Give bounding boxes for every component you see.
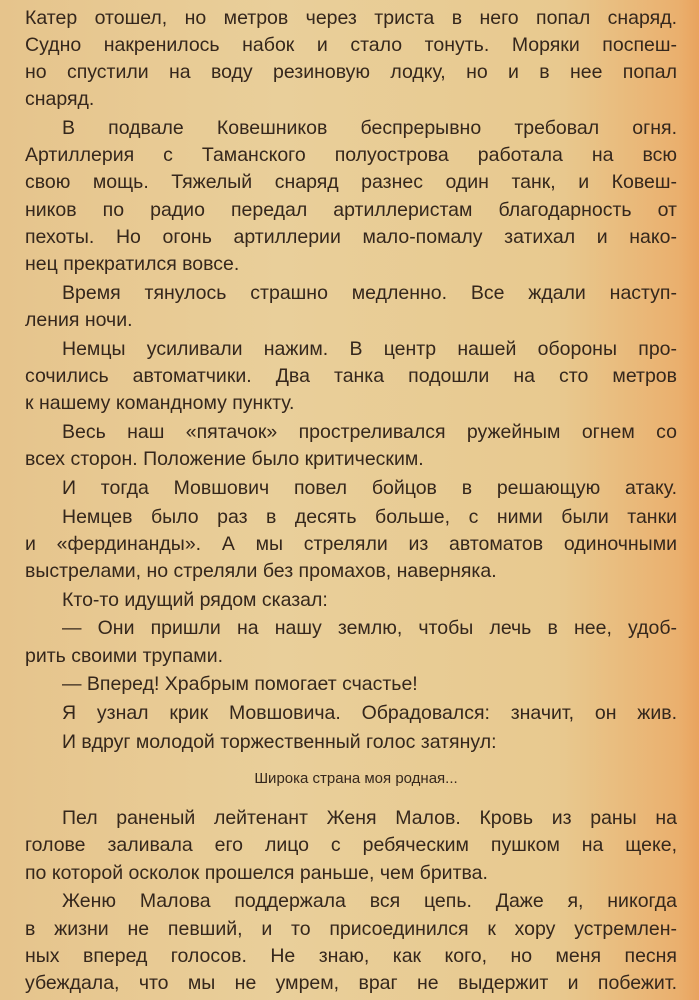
text-line: ников по радио передал артиллеристам благодарность от (25, 198, 677, 221)
text-line: ления ночи. (25, 308, 133, 331)
text-before-song (25, 5, 677, 757)
text-line: свою мощь. Тяжелый снаряд разнес один танк, и Ковеш- (25, 171, 677, 194)
text-line: Немцев было раз в десять больше, с ними были танки (62, 505, 677, 528)
text-after-song (25, 805, 677, 997)
text-line: пехоты. Но огонь артиллерии мало-помалу затихал и нако- (25, 225, 677, 248)
paragraph (25, 587, 677, 614)
text-line: И тогда Мовшович повел бойцов в решающую атаку. (62, 476, 677, 499)
paragraph (25, 475, 677, 502)
paragraph (25, 888, 677, 997)
text-line: голове заливала его лицо с ребяческим пушком на щеке, (25, 834, 677, 857)
paragraph (25, 700, 677, 727)
text-line: ных вперед голосов. Не знаю, как кого, но меня песня (25, 944, 677, 967)
text-line: — Вперед! Храбрым помогает счастье! (62, 673, 418, 696)
text-line: выстрелами, но стреляли без промахов, наверняка. (25, 559, 497, 582)
text-line: убеждала, что мы не умрем, враг не выдержит и побежит. (25, 971, 677, 994)
paragraph (25, 729, 677, 756)
text-line: всех сторон. Положение было критическим. (25, 447, 424, 470)
text-line: Артиллерия с Таманского полуострова работала на всю (25, 144, 677, 167)
paragraph (25, 504, 677, 586)
text-line: Судно накренилось набок и стало тонуть. Моряки поспеш- (25, 33, 677, 56)
text-line: В подвале Ковешников беспрерывно требовал огня. (62, 116, 677, 139)
paragraph (25, 336, 677, 418)
text-line: Кто-то идущий рядом сказал: (62, 588, 328, 611)
text-line: сочились автоматчики. Два танка подошли на сто метров (25, 364, 677, 387)
text-line: Я узнал крик Мовшовича. Обрадовался: значит, он жив. (62, 702, 677, 725)
text-line: снаряд. (25, 88, 95, 111)
text-line: — Они пришли на нашу землю, чтобы лечь в нее, удоб- (62, 617, 677, 640)
text-line: И вдруг молодой торжественный голос затянул: (62, 731, 497, 753)
text-line: но спустили на воду резиновую лодку, но и в нее попал (25, 60, 677, 83)
paragraph (25, 671, 677, 698)
text-line: нец прекратился вовсе. (25, 252, 240, 275)
text-line: к нашему командному пункту. (25, 392, 295, 414)
text-line: Время тянулось страшно медленно. Все ждали наступ- (62, 281, 677, 304)
text-line: Весь наш «пятачок» простреливался ружейным огнем со (62, 420, 677, 443)
song-epigraph: Широка страна моя родная... (254, 770, 458, 788)
text-line: Женю Малова поддержала вся цепь. Даже я, никогда (62, 890, 677, 913)
text-line: и «фердинанды». А мы стреляли из автоматов одиночными (25, 532, 677, 555)
book-page (25, 3, 677, 997)
paragraph (25, 5, 677, 114)
paragraph (25, 115, 677, 278)
text-line: рить своими трупами. (25, 644, 224, 667)
text-line: Катер отошел, но метров через триста в него попал снаряд. (25, 6, 677, 29)
paragraph (25, 615, 677, 669)
paragraph (25, 280, 677, 334)
text-line: в жизни не певший, и то присоединился к хору устремлен- (25, 917, 677, 940)
text-line: Пел раненый лейтенант Женя Малов. Кровь из раны на (62, 807, 677, 830)
text-line: по которой осколок прошелся раньше, чем бритва. (25, 861, 488, 884)
paragraph (25, 419, 677, 473)
paragraph (25, 805, 677, 887)
text-line: Немцы усиливали нажим. В центр нашей обороны про- (62, 337, 677, 360)
